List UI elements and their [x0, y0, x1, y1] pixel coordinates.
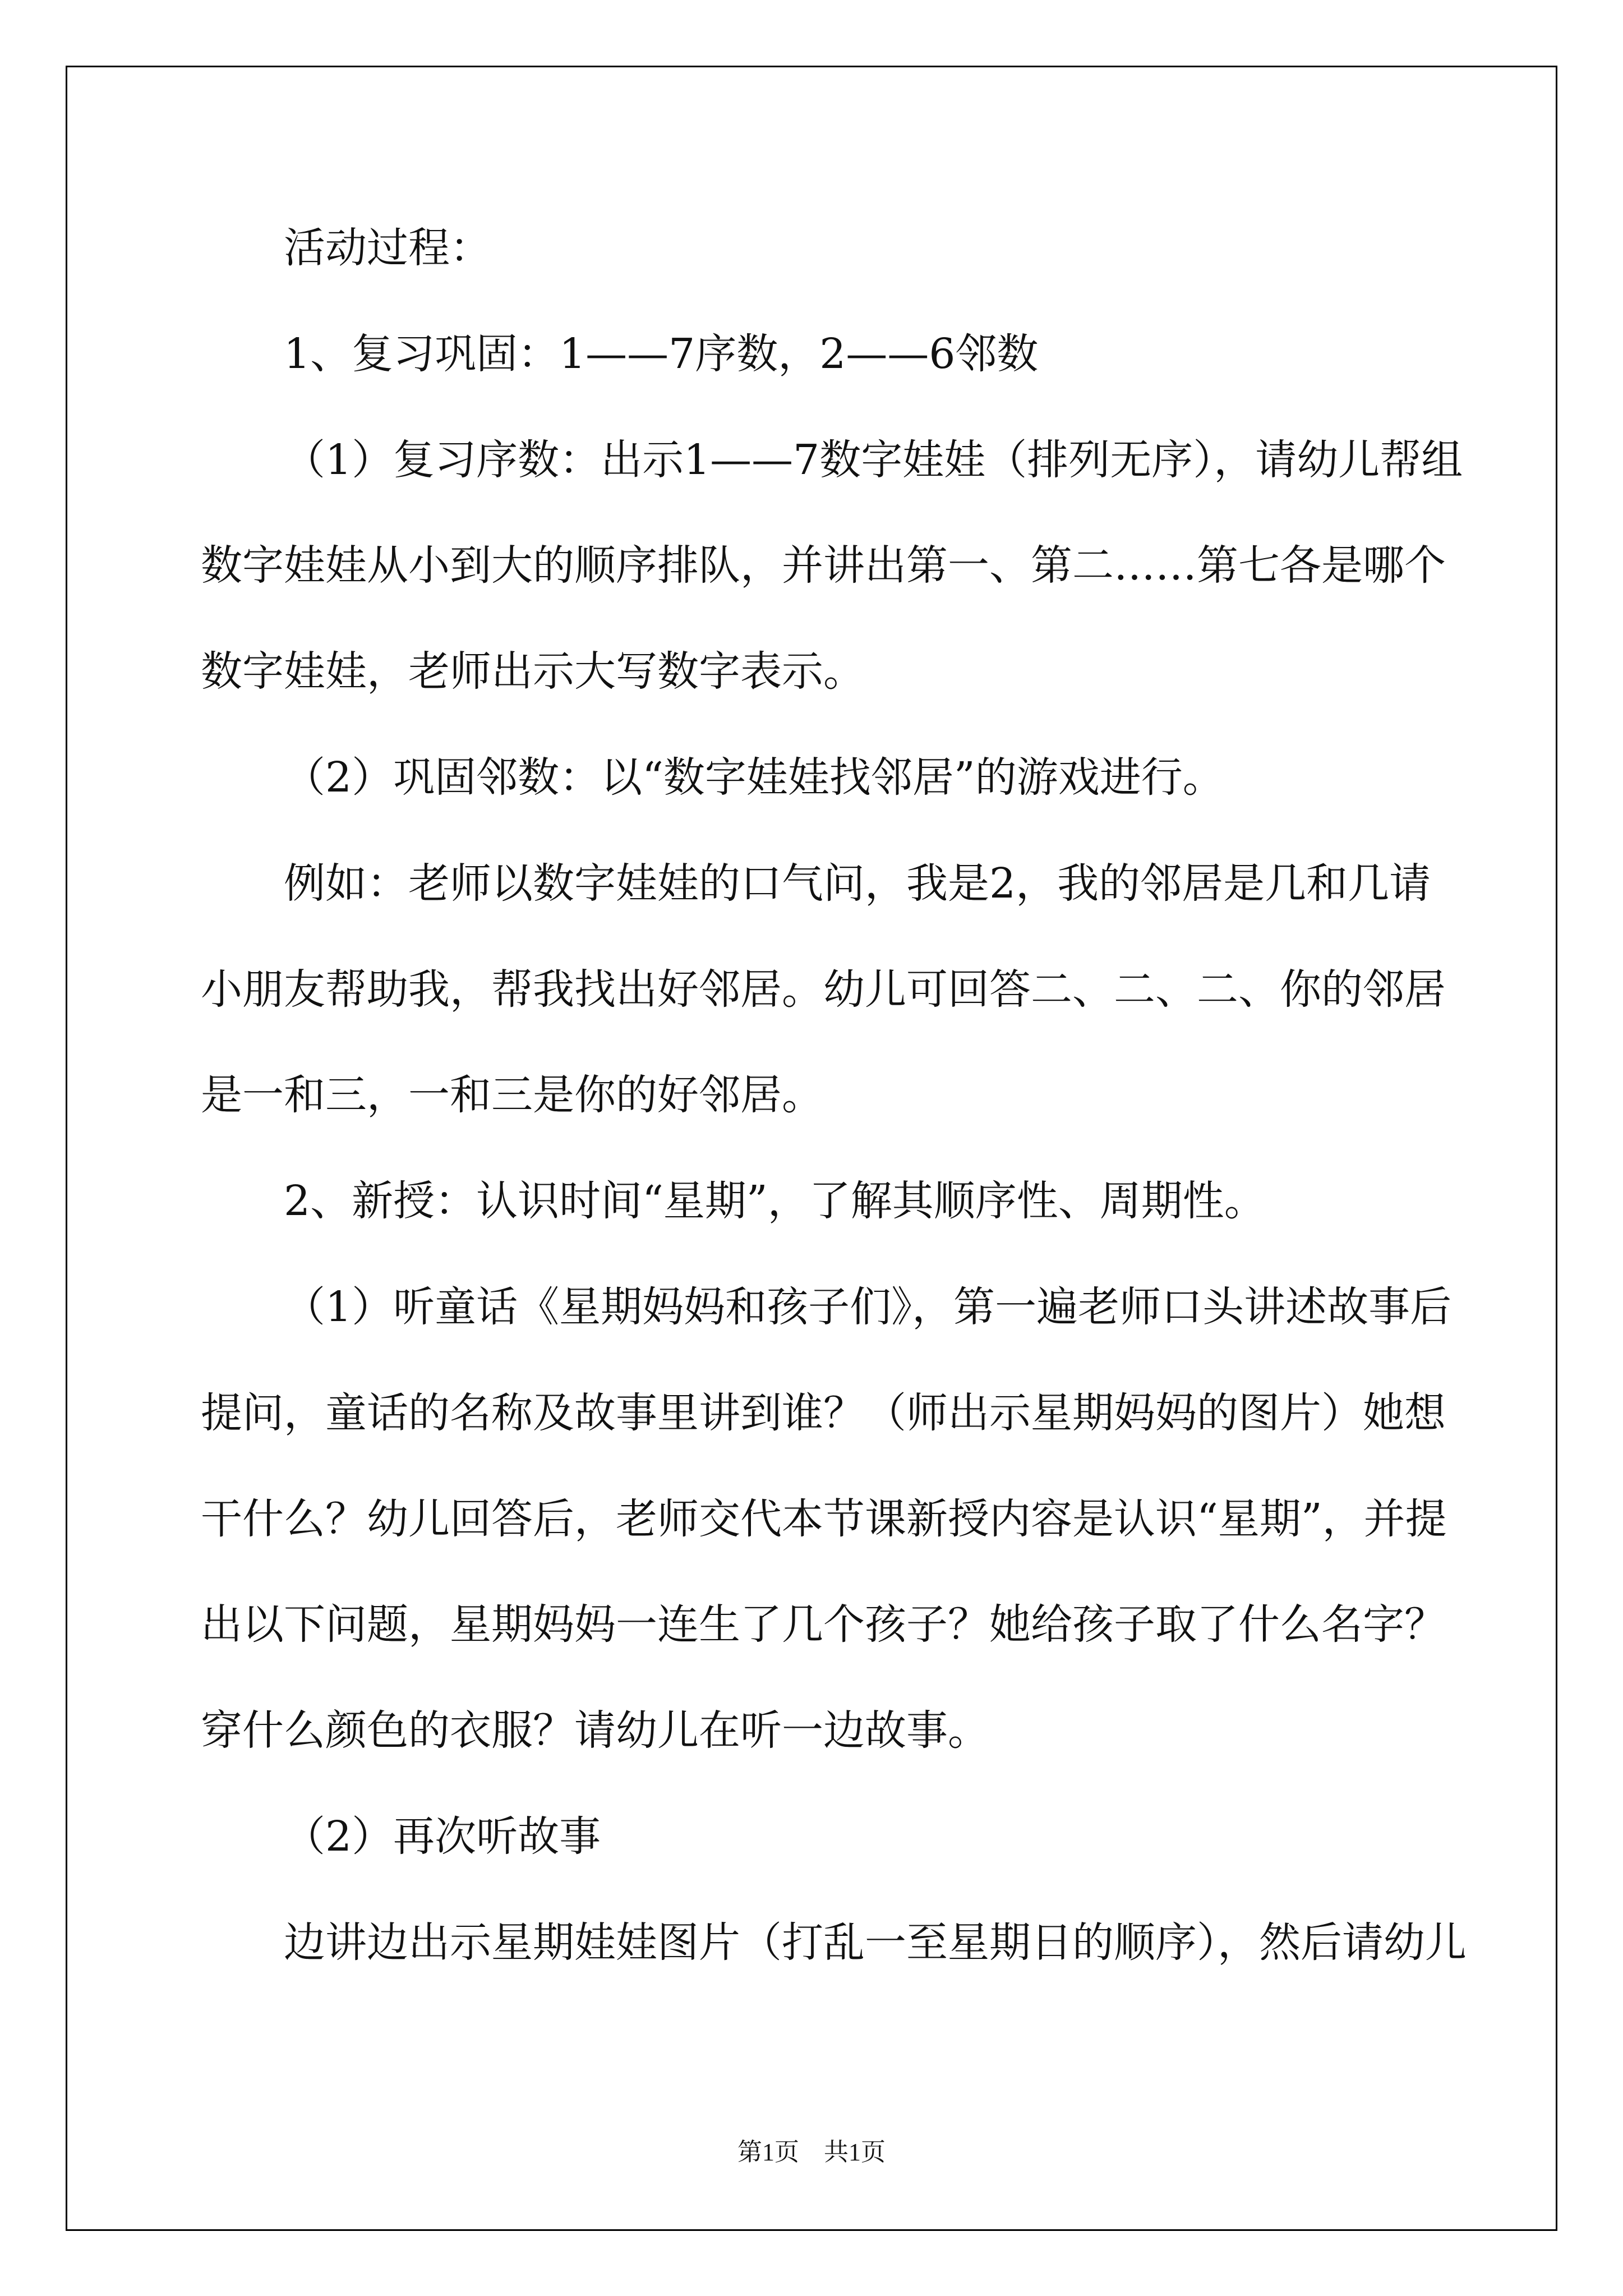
- text-line: 提问，童话的名称及故事里讲到谁？（师出示星期妈妈的图片）她想: [201, 1389, 1446, 1437]
- text-line: 2、新授：认识时间“星期”，了解其顺序性、周期性。: [284, 1177, 1266, 1225]
- text-line: 活动过程：: [284, 224, 491, 272]
- text-line: 1、复习巩固：1——7序数，2——6邻数: [284, 330, 1039, 378]
- text-line: 数字娃娃，老师出示大写数字表示。: [201, 647, 865, 696]
- page-footer: 第1页 共1页: [737, 2138, 886, 2166]
- text-line: 小朋友帮助我，帮我找出好邻居。幼儿可回答二、二、二、你的邻居: [201, 965, 1446, 1014]
- text-line: 干什么？幼儿回答后，老师交代本节课新授内容是认识“星期”，并提: [201, 1495, 1447, 1543]
- text-line: 例如：老师以数字娃娃的口气问，我是2，我的邻居是几和几请: [284, 859, 1431, 908]
- text-line: 穿什么颜色的衣服？请幼儿在听一边故事。: [201, 1706, 989, 1755]
- text-line: 数字娃娃从小到大的顺序排队，并讲出第一、第二……第七各是哪个: [201, 541, 1446, 590]
- text-line: 出以下问题，星期妈妈一连生了几个孩子？她给孩子取了什么名字？: [201, 1600, 1446, 1649]
- text-line: （1）复习序数：出示1——7数字娃娃（排列无序），请幼儿帮组: [284, 436, 1463, 484]
- text-line: （2）再次听故事: [284, 1812, 601, 1861]
- page-border: [66, 66, 1557, 2231]
- text-line: 边讲边出示星期娃娃图片（打乱一至星期日的顺序），然后请幼儿: [284, 1918, 1467, 1967]
- text-line: （1）听童话《星期妈妈和孩子们》，第一遍老师口头讲述故事后: [284, 1283, 1452, 1331]
- text-line: 是一和三，一和三是你的好邻居。: [201, 1071, 823, 1119]
- text-line: （2）巩固邻数：以“数字娃娃找邻居”的游戏进行。: [284, 753, 1224, 802]
